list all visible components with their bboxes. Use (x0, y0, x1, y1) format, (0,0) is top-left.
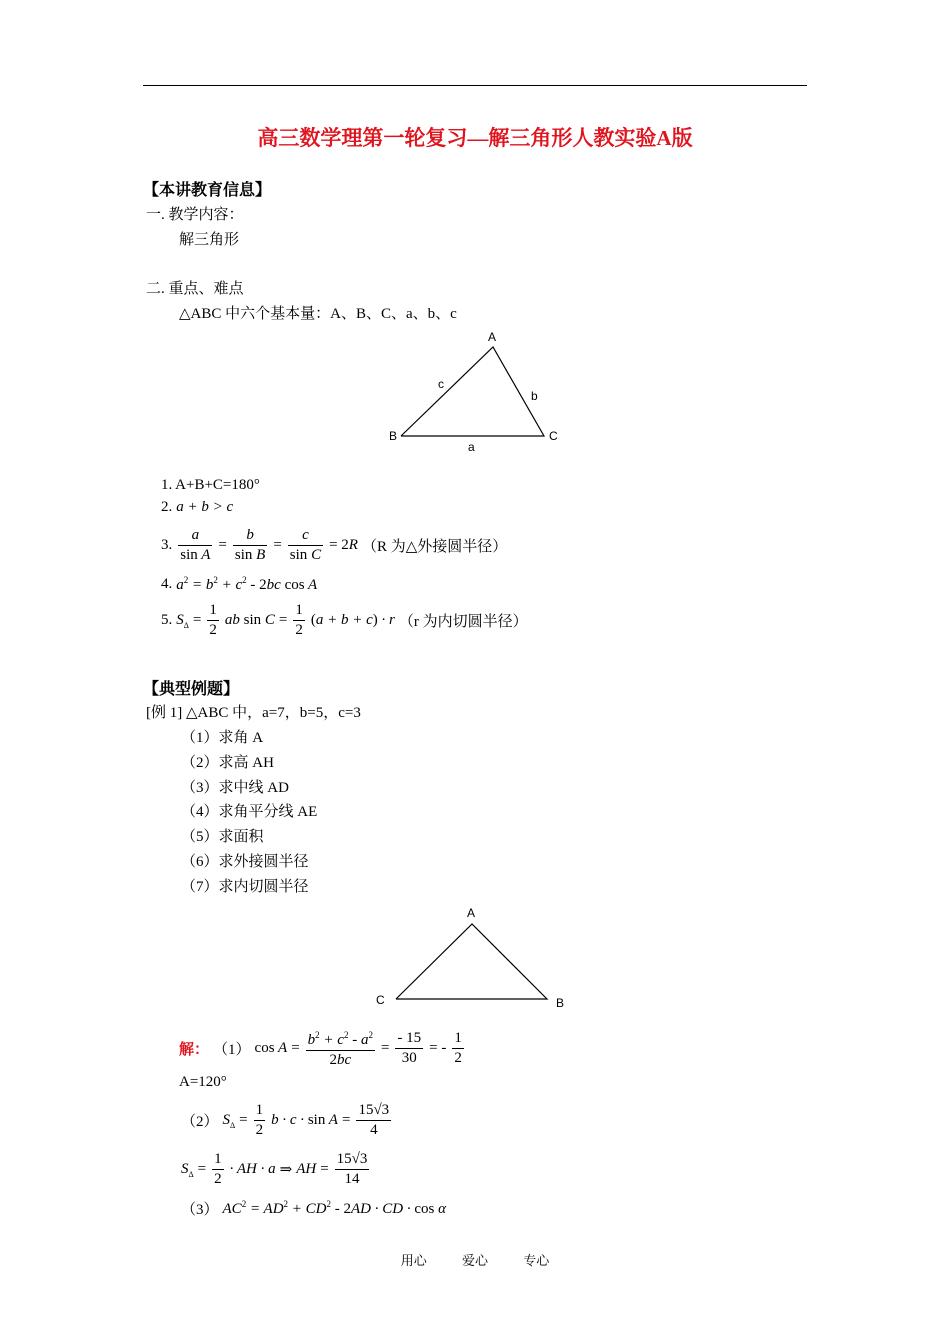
page-footer: 用心 爱心 专心 (400, 1253, 550, 1268)
header-rule (143, 85, 807, 86)
figure1-vertex-b: B (389, 429, 398, 443)
figure1-side-c: c (438, 377, 444, 391)
solution-part-3: （3） $AC^2 = AD^2 + CD^2 - 2AD$ · CD · cos α (181, 1199, 446, 1218)
teaching-content-text: 解三角形 (179, 232, 240, 248)
question-3: （3）求中线 AD (181, 780, 289, 796)
figure1-vertex-a: A (488, 330, 497, 344)
solution-part-2-number: （2） (181, 1114, 219, 1130)
section-heading-info: 【本讲教育信息】 (143, 182, 272, 199)
formula-3-number: 3. (161, 537, 173, 553)
formula-2: 2. a + b > c (161, 499, 234, 515)
triangle-figure-1 (380, 326, 570, 456)
figure2-vertex-c: C (376, 993, 385, 1007)
question-5: （5）求面积 (181, 829, 264, 845)
figure2-vertex-b: B (556, 996, 565, 1010)
formula-2-number: 2. (161, 499, 173, 515)
key-points-text: △ABC 中六个基本量：A、B、C、a、b、c (179, 306, 457, 322)
question-1: （1）求角 A (181, 730, 264, 746)
key-points-label: 二. 重点、难点 (146, 281, 244, 297)
figure1-vertex-c: C (549, 429, 558, 443)
formula-3: 3. $\frac{a}{\text{sin A}}$ = $\frac{b}{\text{sin B}}$ = $\frac{c}{\text{sin C}}$ = 2R （R 为△外接圆半径） (161, 527, 508, 563)
solution-label: 解： (179, 1041, 210, 1058)
solution-part-1-number: （1） (213, 1041, 251, 1058)
solution-part-2: （2） $S_\Delta$ = $\frac{1}{2}$ b · c · sin A = $\frac{15√3}{4}$ (181, 1102, 390, 1138)
section-heading-examples: 【典型例题】 (143, 681, 240, 698)
formula-5-note: （r 为内切圆半径） (398, 614, 528, 630)
formula-1: 1. A+B+C=180° (161, 477, 260, 493)
question-7: （7）求内切圆半径 (181, 879, 309, 895)
formula-5: 5. $S_\Delta$ = $\frac{1}{2}$ ab sin C = $\frac{1}{2}$ (a + b + c) · r （r 为内切圆半径） (161, 602, 528, 638)
formula-3-note: （R 为△外接圆半径） (361, 539, 508, 555)
figure1-side-a: a (468, 440, 475, 454)
question-2: （2）求高 AH (181, 755, 274, 771)
solution-part-1: 解： （1） cos A = $\frac{b^2 + c^2 - a^2}{2bc}$ = $\frac{- 15}{30}$ = - $\frac{1}{2}$ (179, 1026, 466, 1070)
triangle-figure-2 (370, 902, 575, 1012)
solution-height: $S_\Delta$ = $\frac{1}{2}$ · AH · a ⇒ AH = $\frac{15√3}{14}$ (181, 1151, 368, 1187)
formula-5-number: 5. (161, 612, 173, 628)
solution-part-3-number: （3） (181, 1202, 219, 1218)
angle-result: A=120° (179, 1074, 227, 1090)
formula-4-number: 4. (161, 576, 173, 592)
question-4: （4）求角平分线 AE (181, 804, 318, 820)
figure2-vertex-a: A (467, 906, 476, 920)
example-1-statement: [例 1] △ABC 中，a=7，b=5，c=3 (146, 705, 361, 721)
question-6: （6）求外接圆半径 (181, 854, 309, 870)
formula-4: 4. $a^2 = b^2 + c^2 - 2bc$ cos A (161, 575, 318, 593)
page-title: 高三数学理第一轮复习—解三角形人教实验A版 (257, 126, 693, 150)
figure1-side-b: b (531, 389, 538, 403)
teaching-content-label: 一. 教学内容： (146, 207, 244, 223)
